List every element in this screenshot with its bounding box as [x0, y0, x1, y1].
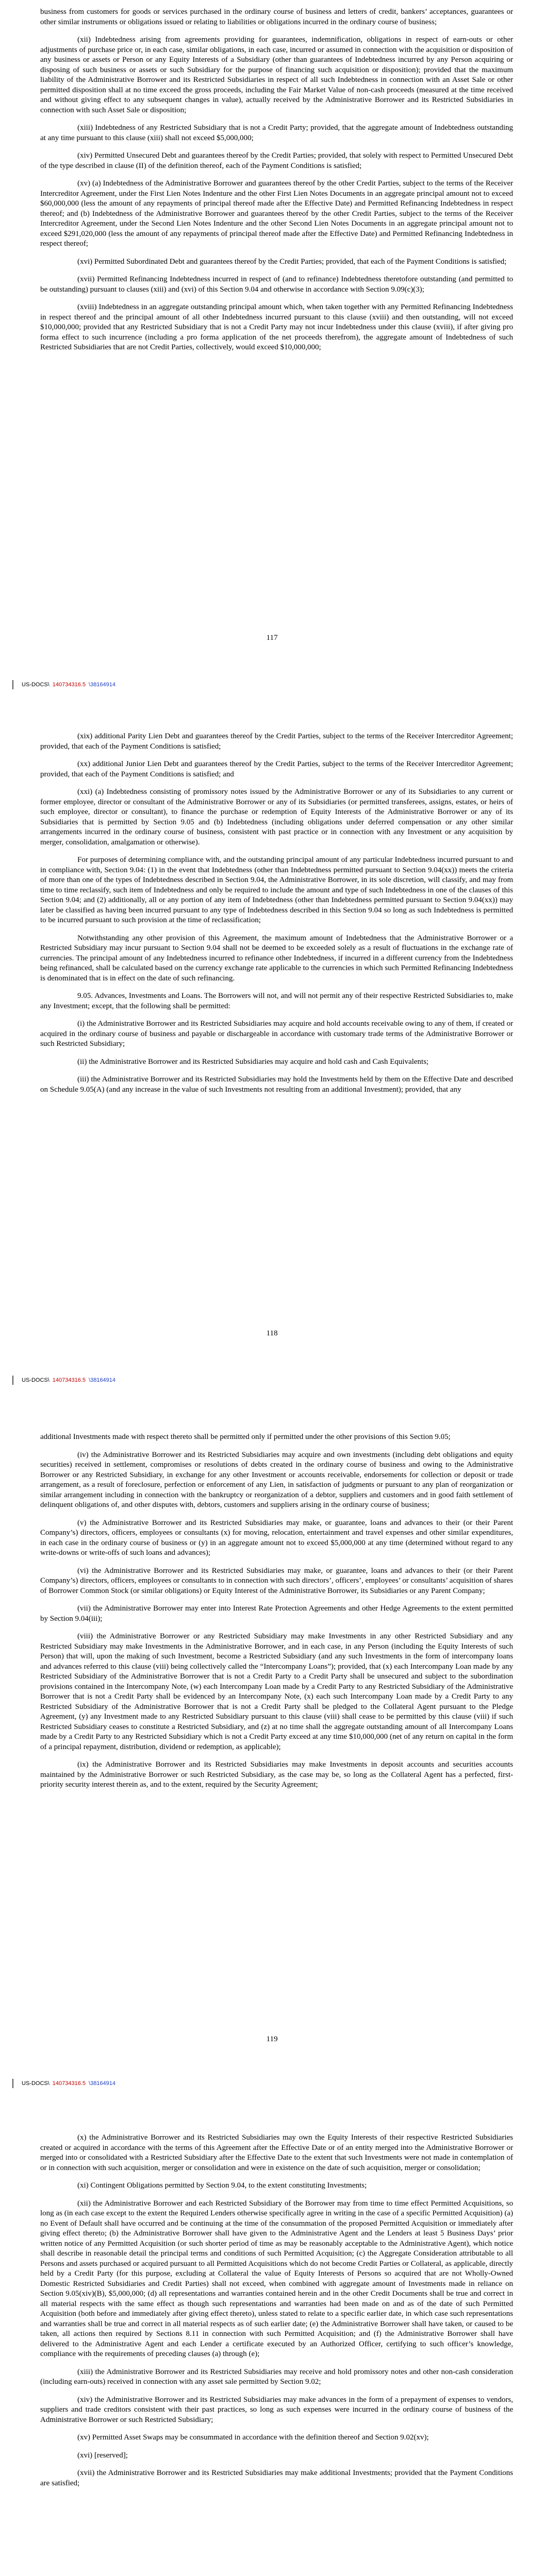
page-119 [0, 1412, 544, 2112]
change-bar [12, 680, 13, 689]
paragraph: (ii) the Administrative Borrower and its Restricted Subsidiaries may acquire and hold cash and Cash Equivalents; [77, 1057, 429, 1066]
paragraph: additional Investments made with respect thereto shall be permitted only if permitted under the other provisions of this Section 9.05; [40, 1433, 451, 1441]
paragraph: (xix) additional Parity Lien Debt and guarantees thereof by the Credit Parties, subject to the terms of the Receiver Intercreditor Agreement; provided, that each of the Payment Conditions is satisfied; [40, 732, 513, 751]
paragraph: (xii) the Administrative Borrower and each Restricted Subsidiary of the Borrower may from time to time effect Permitted Acquisitions, so long as (in each case except to the extent the Required Lenders otherwise specifically agree in writing in the case of a specific Permitted Acquisition) (a) no Event of Default shall have occurred and be continuing at the time of the consummation of the proposed Permitted Acquisition or immediately after giving effect thereto; (b) the Administrative Borrower shall have given to the Administrative Agent and the Lenders at least 5 Business Days’ prior written notice of any Permitted Acquisition (or such shorter period of time as may be reasonably acceptable to the Administrative Agent), which notice shall describe in reasonable detail the principal terms and conditions of such Permitted Acquisition; (c) the Aggregate Consideration attributable to all Persons and assets purchased or acquired pursuant to all Permitted Acquisitions which do not become Credit Parties or Collateral, as applicable, directly held by a Credit Party (for this purpose, excluding at Collateral the value of Equity Interests of Persons so acquired that are not Wholly-Owned Domestic Restricted Subsidiaries and Credit Parties) shall not exceed, when combined with aggregate amount of Investments made in reliance on Section 9.05(xiv)(B), $5,000,000; (d) all representations and warranties contained herein and in the other Credit Documents shall be true and correct in all material respects with the same effect as though such representations and warranties had been made on and as of the date of such Permitted Acquisition (both before and immediately after giving effect thereto), unless stated to relate to a specific earlier date, in which case such representations and warranties shall be true and correct in all material respects as of such earlier date; (e) the Administrative Borrower shall have taken, or caused to be taken, all actions then required by Sections 8.11 in connection with such Permitted Acquisition; and (f) the Administrative Borrower shall have delivered to the Administrative Agent and each Lender a certificate executed by an Authorized Officer, certifying to such officer’s knowledge, compliance with the requirements of preceding clauses (a) through (e); [40, 2199, 513, 2358]
page-number: 119 [266, 2035, 278, 2043]
page-number: 117 [266, 634, 278, 642]
paragraph: (vi) the Administrative Borrower and its Restricted Subsidiaries may make, or guarantee, loans and advances to their (or their Parent Company’s) directors, officers, employees or consultants to in connection with such directors’, officers’, employees’ or consultants’ acquisition of shares of Borrower Common Stock (or similar obligations) or Equity Interest of the Administrative Borrower, its Subsidiaries or any Parent Company; [40, 1566, 513, 1595]
paragraph: (iii) the Administrative Borrower and its Restricted Subsidiaries may hold the Investments held by them on the Effective Date and described on Schedule 9.05(A) (and any increase in the value of such Investments not resulting from an additional Investment); provided, that any [40, 1075, 513, 1094]
change-bar [12, 1376, 13, 1385]
page-118 [0, 706, 544, 1412]
paragraph: (xv) Permitted Asset Swaps may be consummated in accordance with the definition thereof and Section 9.02(xv); [77, 2433, 429, 2442]
section-heading-paragraph: 9.05. Advances, Investments and Loans. The Borrowers will not, and will not permit any of their respective Restricted Subsidiaries to, make any Investment; except, that the following shall be permitted: [40, 992, 513, 1010]
paragraph: (xvi) [reserved]; [77, 2451, 128, 2460]
paragraph: For purposes of determining compliance with, and the outstanding principal amount of any particular Indebtedness incurred pursuant to and in compliance with, Section 9.04: (1) in the event that Indebtedness (other than Indebtedness permitted pursuant to Section 9.04(xx)) meets the criteria of more than one of the types of Indebtedness described in Section 9.04, the Administrative Borrower, in its sole discretion, will classify, and may from time to time reclassify, such item of Indebtedness and only be required to include the amount and type of such Indebtedness in one of the clauses of this Section 9.04; and (2) additionally, all or any portion of any item of Indebtedness (other than Indebtedness permitted pursuant to Section 9.04(xx)) may later be classified as having been incurred pursuant to any type of Indebtedness described in this Section 9.04 so long as such Indebtedness is permitted to be incurred pursuant to such provision at the time of reclassification; [40, 856, 513, 924]
paragraph: (x) the Administrative Borrower and its Restricted Subsidiaries may own the Equity Interests of their respective Restricted Subsidiaries created or acquired in accordance with the terms of this Agreement after the Effective Date or of an entity merged into the Administrative Borrower or merged into or consolidated with a Restricted Subsidiary after the Effective Date to the extent that such Investments were not made in contemplation of or in connection with such acquisition, merger or consolidation and were in existence on the date of such acquisition, merger or consolidation; [40, 2133, 513, 2172]
paragraph: (v) the Administrative Borrower and its Restricted Subsidiaries may make, or guarantee, loans and advances to their (or their Parent Company’s) directors, officers, employees or consultants (x) for moving, relocation, entertainment and travel expenses and other similar expenditures, in each case in the ordinary course of business or (y) in an aggregate amount not to exceed $5,000,000 at any time (determined without regard to any write-downs or write-offs of such loans and advances); [40, 1518, 513, 1557]
doc-footer: US-DOCS\ 140734316.5 \38164914 [12, 1376, 116, 1385]
paragraph: (viii) the Administrative Borrower or any Restricted Subsidiary may make Investments in any other Restricted Subsidiary and any Restricted Subsidiary may make Investments in the Administrative Borrower, and in each case, in any Person (including the Equity Interests of such Person) that will, upon the making of such Investment, become a Restricted Subsidiary (and any such Investments in the form of intercompany loans and advances referred to this clause (viii) being collectively called the “Intercompany Loans”); provided, that (x) each Intercompany Loan made by any Restricted Subsidiary of the Administrative Borrower that is not a Credit Party to a Credit Party shall be unsecured and subject to the subordination provisions contained in the Intercompany Note, (w) each Intercompany Loan made by a Credit Party to any Restricted Subsidiary of the Administrative Borrower that is not a Credit Party shall be evidenced by an Intercompany Note, (x) each such Intercompany Loan made by a Credit Party to any Restricted Subsidiary of the Administrative Borrower that is not a Credit Party shall be pledged to the Collateral Agent pursuant to the Pledge Agreement, (y) any Investment made to any Restricted Subsidiary pursuant to this clause (viii) shall cease to be permitted by this clause (viii) if such Restricted Subsidiary ceases to constitute a Restricted Subsidiary, and (z) at no time shall the aggregate outstanding amount of all Intercompany Loans made by a Credit Party to any Restricted Subsidiary which is not a Credit Party exceed at any time $10,000,000 (net of any return on capital in the form of a principal repayment, distribution, dividend or redemption, as applicable); [40, 1632, 513, 1751]
page-120 [0, 2112, 544, 2576]
paragraph: Notwithstanding any other provision of this Agreement, the maximum amount of Indebtedness that the Administrative Borrower or a Restricted Subsidiary may incur pursuant to Section 9.04 shall not be deemed to be exceeded solely as a result of fluctuations in the exchange rate of currencies. The principal amount of any Indebtedness incurred to refinance other Indebtedness, if incurred in a different currency from the Indebtedness being refinanced, shall be calculated based on the currency exchange rate applicable to the currencies in which such Permitted Refinancing Indebtedness is denominated that is in effect on the date of such refinancing. [40, 934, 513, 982]
paragraph: (xvii) the Administrative Borrower and its Restricted Subsidiaries may make additional Investments; provided that the Payment Conditions are satisfied; [40, 2469, 513, 2487]
doc-footer: US-DOCS\ 140734316.5 \38164914 [12, 680, 116, 689]
paragraph: business from customers for goods or services purchased in the ordinary course of business and letters of credit, bankers’ acceptances, guarantees or other similar instruments or obligations issued or relating to liabilities or obligations incurred in the ordinary course of business; [40, 8, 513, 26]
paragraph: (xv) (a) Indebtedness of the Administrative Borrower and guarantees thereof by the other Credit Parties, subject to the terms of the Receiver Intercreditor Agreement, under the First Lien Notes Indenture and the other First Lien Notes Documents in an aggregate principal amount not to exceed $60,000,000 (less the amount of any repayments of principal thereof made after the Effective Date) and Permitted Refinancing Indebtedness in respect thereof; and (b) Indebtedness of the Administrative Borrower and guarantees thereof by the other Credit Parties, subject to the terms of the Receiver Intercreditor Agreement, under the Second Lien Notes Indenture and the other Second Lien Notes Documents in an aggregate principal amount not to exceed $291,020,000 (less the amount of any repayments of principal thereof made after the Effective Date) and Permitted Refinancing Indebtedness in respect thereof; [40, 179, 513, 248]
paragraph: (xiii) Indebtedness of any Restricted Subsidiary that is not a Credit Party; provided, that the aggregate amount of Indebtedness outstanding at any time pursuant to this clause (xiii) shall not exceed $5,000,000; [40, 124, 513, 142]
paragraph: (xii) Indebtedness arising from agreements providing for guarantees, indemnification, obligations in respect of earn-outs or other adjustments of purchase price or, in each case, similar obligations, in each case, incurred or assumed in connection with the acquisition or disposition of any business or assets or Person or any Equity Interests of a Subsidiary (other than guarantees of Indebtedness incurred by any Person acquiring or disposing of such business or assets or such Subsidiary for the purpose of financing such acquisition or disposition); provided that the maximum liability of the Administrative Borrower and its Restricted Subsidiaries in respect of all such Indebtedness in connection with an Asset Sale or other permitted disposition shall at no time exceed the gross proceeds, including the Fair Market Value of non-cash proceeds (measured at the time received and without giving effect to any subsequent changes in value), actually received by the Administrative Borrower and its Restricted Subsidiaries in connection with such Asset Sale or disposition; [40, 36, 513, 114]
paragraph: (xiii) the Administrative Borrower and its Restricted Subsidiaries may receive and hold promissory notes and other non-cash consideration (including earn-outs) received in connection with any asset sale permitted by Section 9.02; [40, 2367, 513, 2386]
paragraph: (i) the Administrative Borrower and its Restricted Subsidiaries may acquire and hold accounts receivable owing to any of them, if created or acquired in the ordinary course of business and payable or dischargeable in accordance with customary trade terms of the Administrative Borrower or such Restricted Subsidiary; [40, 1020, 513, 1048]
paragraph: (xx) additional Junior Lien Debt and guarantees thereof by the Credit Parties, subject to the terms of the Receiver Intercreditor Agreement; provided, that each of the Payment Conditions is satisfied; and [40, 760, 513, 778]
page-117 [0, 0, 544, 706]
paragraph: (iv) the Administrative Borrower and its Restricted Subsidiaries may acquire and own investments (including debt obligations and equity securities) received in settlement, compromises or resolutions of debts created in the ordinary course of business and owing to the Administrative Borrower or any Restricted Subsidiary, in exchange for any other Investment or accounts receivable, endorsements for collection or deposit or trade arrangement, as a result of foreclosure, perfection or enforcement of any Lien, in satisfaction of judgments or pursuant to any plan of reorganization or similar arrangement including in connection with the bankruptcy or reorganization of a debtor, suppliers and customers and in good faith settlement of delinquent obligations of, and other disputes with, debtors, customers and suppliers arising in the ordinary course of business; [40, 1450, 513, 1509]
change-bar [12, 2079, 13, 2088]
doc-footer: US-DOCS\ 140734316.5 \38164914 [12, 2079, 116, 2088]
paragraph: (xvii) Permitted Refinancing Indebtedness incurred in respect of (and to refinance) Indebtedness theretofore outstanding (and permitted to be outstanding) pursuant to clauses (xiii) and (xvi) of this Section 9.04 and otherwise in accordance with Section 9.09(c)(3); [40, 275, 513, 294]
paragraph: (xxi) (a) Indebtedness consisting of promissory notes issued by the Administrative Borrower or any of its Subsidiaries to any current or former employee, director or consultant of the Administrative Borrower or any of its Subsidiaries (or permitted transferees, assigns, estates, or heirs of such employee, director or consultant), to finance the purchase or redemption of Equity Interests of the Administrative Borrower or any of its Subsidiaries that is permitted by Section 9.05 and (b) Indebtedness (including obligations under deferred compensation or any other similar arrangements incurred in the ordinary course of business, consistent with past practice or in connection with any Investment or any acquisition by merger, consolidation, amalgamation or otherwise). [40, 788, 513, 846]
paragraph: (xiv) the Administrative Borrower and its Restricted Subsidiaries may make advances in the form of a prepayment of expenses to vendors, suppliers and trade creditors consistent with their past practices, so long as such expenses were incurred in the ordinary course of business of the Administrative Borrower or such Restricted Subsidiary; [40, 2395, 513, 2424]
page-number: 118 [266, 1329, 278, 1337]
paragraph: (vii) the Administrative Borrower may enter into Interest Rate Protection Agreements and other Hedge Agreements to the extent permitted by Section 9.04(iii); [40, 1604, 513, 1623]
paragraph: (xiv) Permitted Unsecured Debt and guarantees thereof by the Credit Parties; provided, that solely with respect to Permitted Unsecured Debt of the type described in clause (II) of the definition thereof, each of the Payment Conditions is satisfied; [40, 151, 513, 170]
paragraph: (ix) the Administrative Borrower and its Restricted Subsidiaries may make Investments in deposit accounts and securities accounts maintained by the Administrative Borrower or such Restricted Subsidiary, as the case may be, so long as the Collateral Agent has a perfected, first-priority security interest therein as, and to the extent, required by the Security Agreement; [40, 1760, 513, 1789]
paragraph: (xviii) Indebtedness in an aggregate outstanding principal amount which, when taken together with any Permitted Refinancing Indebtedness in respect thereof and the principal amount of all other Indebtedness incurred pursuant to this clause (xviii) and then outstanding, will not exceed $10,000,000; provided that any Restricted Subsidiary that is not a Credit Party may not incur Indebtedness under this clause (xviii), if after giving pro forma effect to such incurrence (including a pro forma application of the net proceeds therefrom), the aggregate amount of Indebtedness of such Restricted Subsidiaries that are not Credit Parties, collectively, would exceed $10,000,000; [40, 303, 513, 351]
paragraph: (xvi) Permitted Subordinated Debt and guarantees thereof by the Credit Parties; provided, that each of the Payment Conditions is satisfied; [77, 257, 507, 266]
paragraph: (xi) Contingent Obligations permitted by Section 9.04, to the extent constituting Investments; [77, 2181, 367, 2190]
